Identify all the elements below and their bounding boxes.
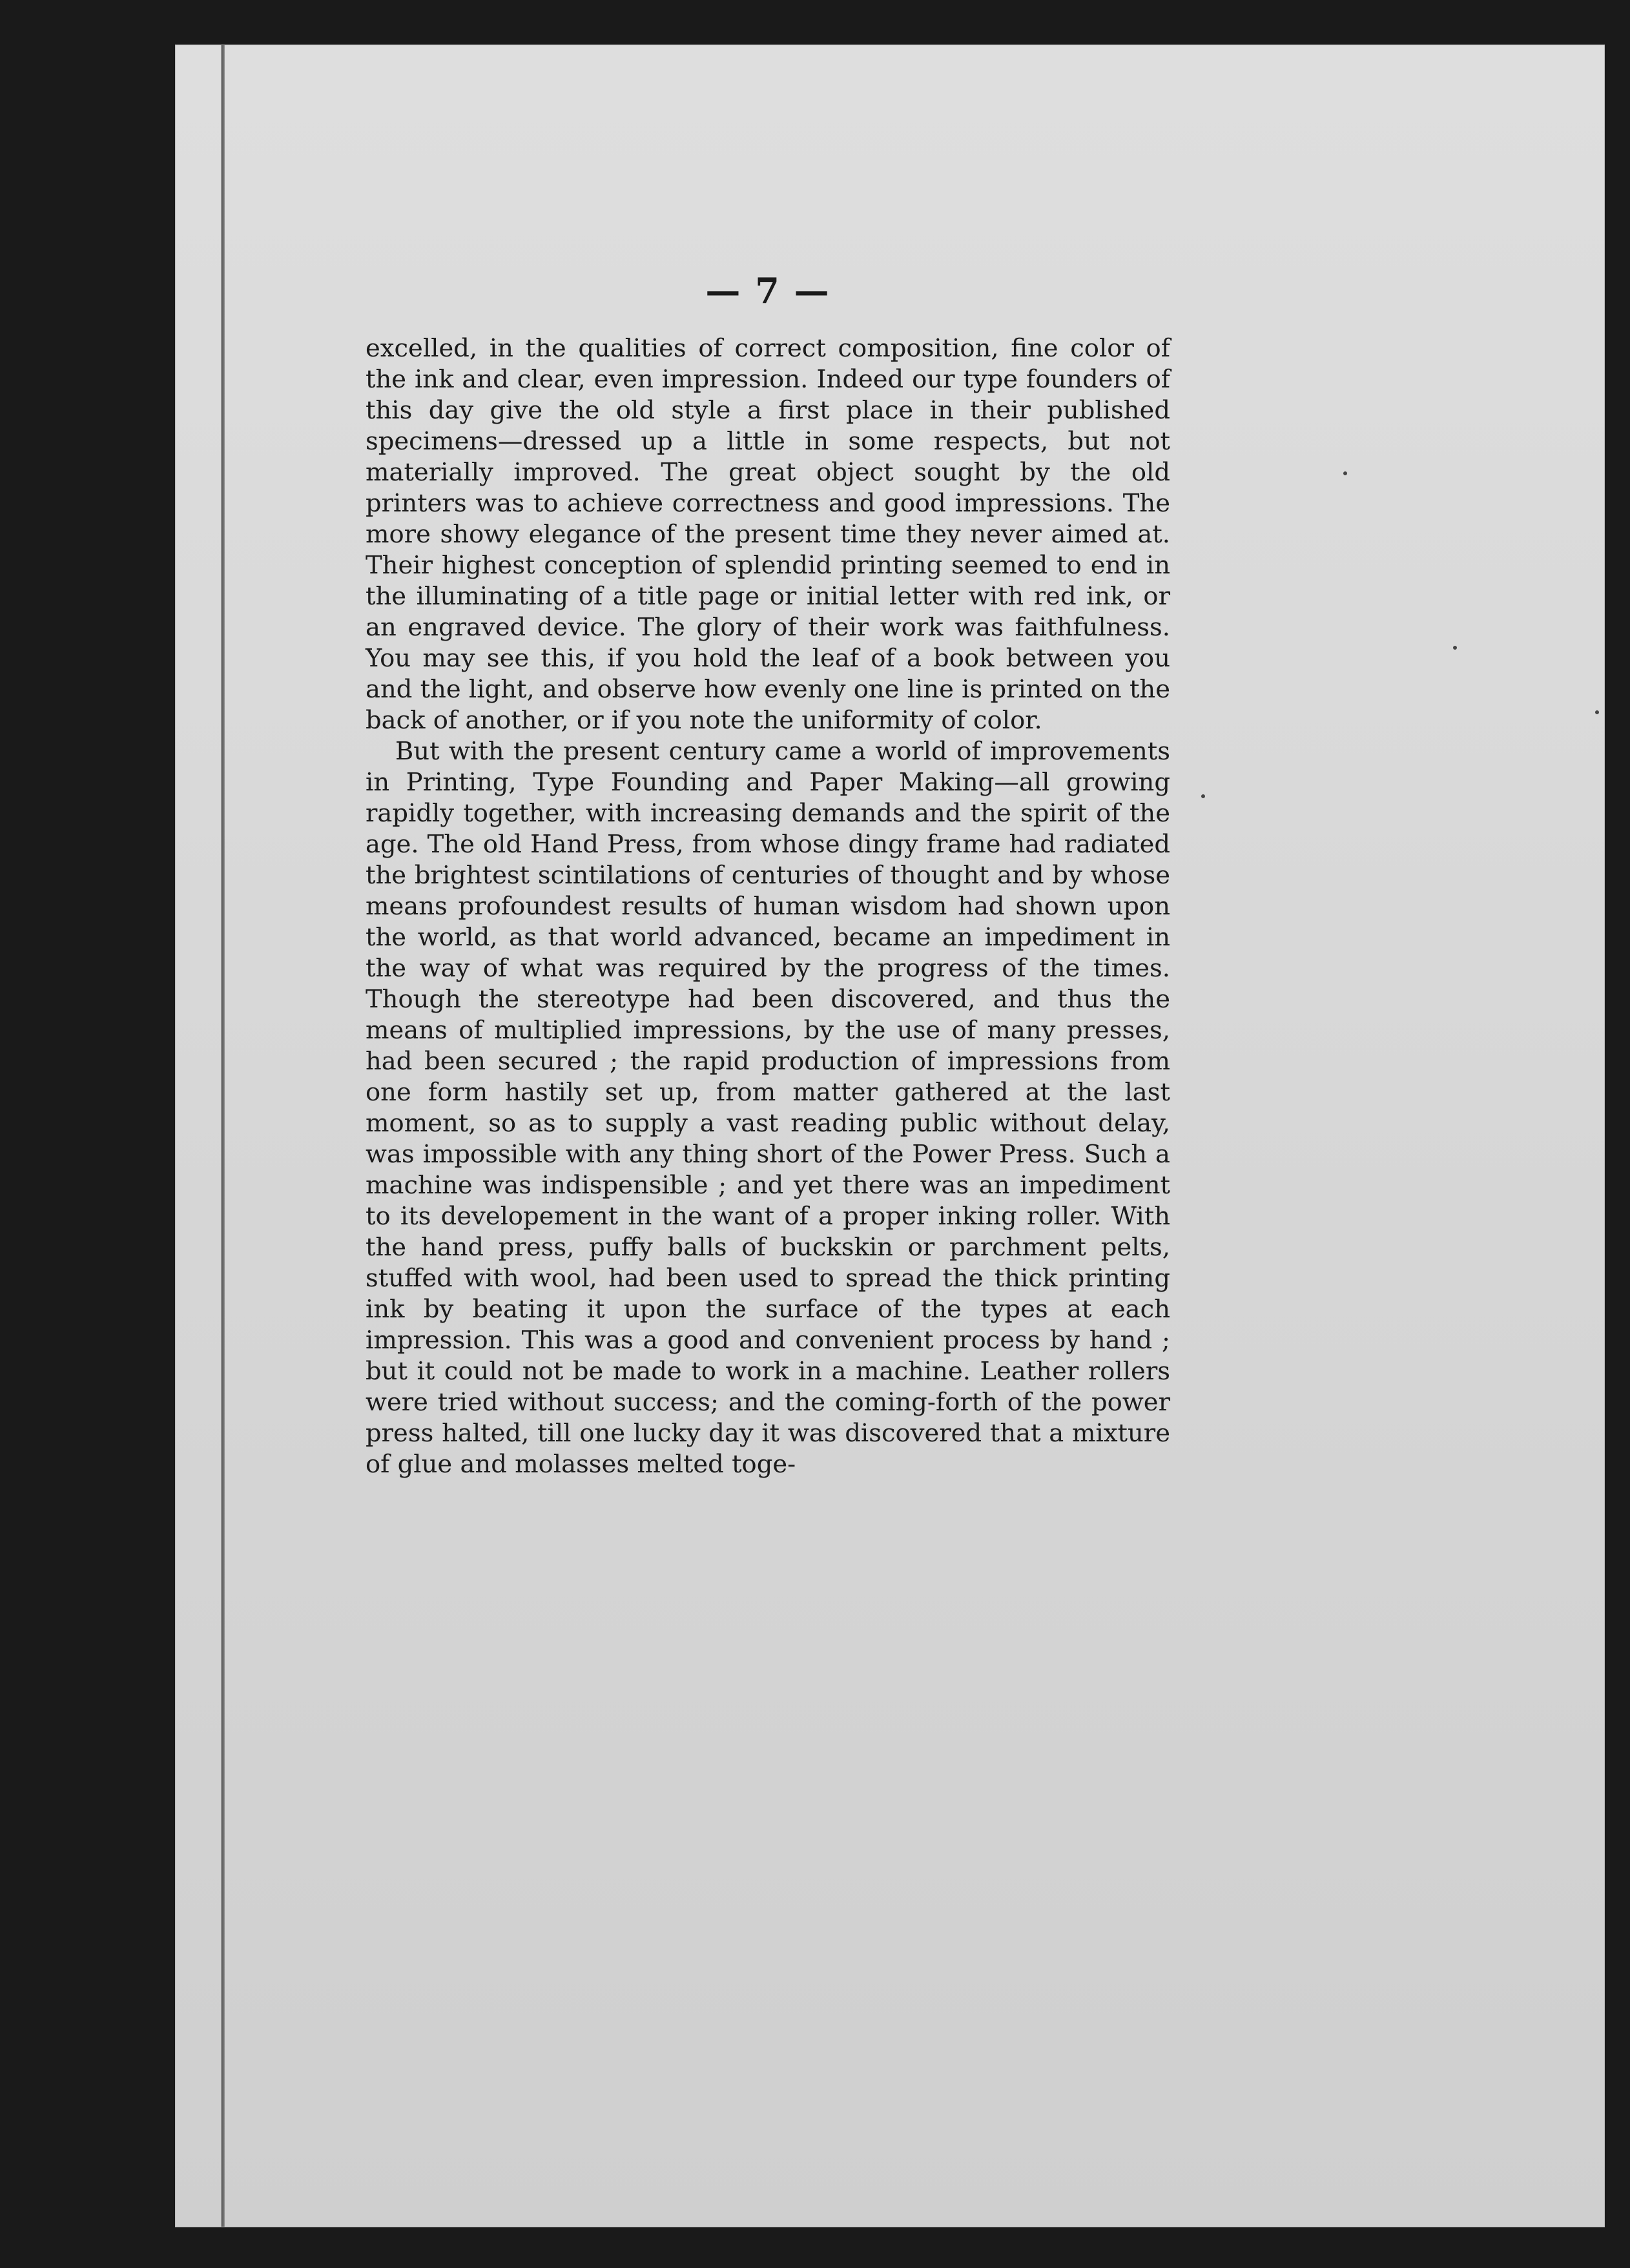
paragraph-1: excelled, in the qualities of correct composition, fine color of the ink and clear, even impression. Indeed our type founders of this day give the old style a first place in their published specimens—dressed up a little in some respects, but not materially improved. The great object sought by the old printers was to achieve correctness and good impressions. The more showy elegance of the present time they never aimed at. Their highest conception of splendid printing seemed to end in the illuminating of a title page or initial letter with red ink, or an engraved device. The glory of their work was faithfulness. You may see this, if you hold the leaf of a book between you and the light, and observe how evenly one line is printed on the back of another, or if you note the uniformity of color. — [366, 334, 1171, 735]
page-text-block — [366, 271, 1170, 1480]
paragraph-2: But with the present century came a world of improvements in Printing, Type Founding and Paper Making—all growing rapidly together, with increasing demands and the spirit of the age. The old Hand Press, from whose dingy frame had radiated the brightest scintilations of centuries of thought and by whose means profoundest results of human wisdom had shown upon the world, as that world advanced, became an impediment in the way of what was required by the progress of the times. Though the stereotype had been discovered, and thus the means of multiplied impressions, by the use of many presses, had been secured ; the rapid production of impressions from one form hastily set up, from matter gathered at the last moment, so as to supply a vast reading public without delay, was impossible with any thing short of the Power Press. Such a machine was indispensible ; and yet there was an impediment to its developement in the want of a proper inking roller. With the hand press, puffy balls of buckskin or parchment pelts, stuffed with wool, had been used to spread the thick printing ink by beating it upon the surface of the types at each impression. This was a good and convenient process by hand ; but it could not be made to work in a machine. Leather rollers were tried without success; and the coming-forth of the power press halted, till one lucky day it was discovered that a mixture of glue and molasses melted toge- — [366, 737, 1170, 1479]
paper-speck — [1453, 646, 1457, 650]
page-binding-edge — [221, 45, 225, 2227]
page-number: — 7 — — [705, 270, 830, 311]
paper-speck — [1343, 471, 1347, 475]
paper-speck — [1201, 794, 1205, 798]
paper-speck — [1595, 710, 1599, 714]
